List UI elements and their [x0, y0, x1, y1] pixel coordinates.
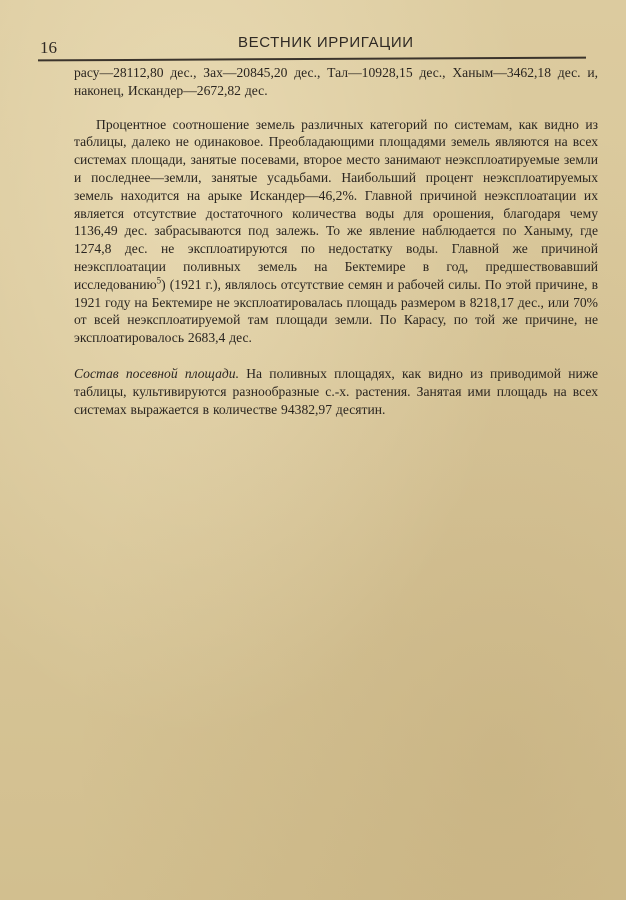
paragraph-land-categories — [74, 116, 598, 347]
footnote-mark: 5 — [156, 275, 162, 286]
paragraph-continuation: расу—28112,80 дес., Зах—20845,20 дес., Тал—10928,15 дес., Ханым—3462,18 дес. и, наконец, Искандер—2672,82 дес. — [74, 65, 598, 98]
body-text — [74, 64, 598, 418]
running-title: ВЕСТНИК ИРРИГАЦИИ — [238, 34, 414, 51]
section-heading: Состав посевной площади. — [74, 365, 239, 381]
page-number: 16 — [40, 38, 57, 57]
paragraph-text: На поливных площадях, как видно из приводимой ниже таблицы, культивируются разнообразные с.-х. растения. Занятая ими площадь на всех системах выражается в количестве 94382,97 десятин. — [74, 365, 598, 417]
header-rule — [38, 57, 586, 61]
page-header — [40, 34, 590, 56]
paragraph-text: Процентное соотношение земель различных категорий по системам, как видно из таблицы, далеко не одинаковое. Преобладающими площадями земель являются на всех системах площади, занятые посевами, второе место занимают неэксплоатируемые земли и последнее—земли, занятые усадьбами. Наибольший процент неэксплоатируемых земель находится на арыке Искандер—46,2%. Главной причиной неэксплоатации их является отсутствие достаточного количества воды для орошения, благодаря чему 1136,49 дес. забрасываются под залежь. То же явление наблюдается по Ханыму, где 1274,8 дес. не эксплоатируются по недостатку воды. Главной же причиной неэксплоатации поливных земель на Бектемире в год, предшествовавший исследованию — [74, 116, 598, 292]
paragraph-sown-area — [74, 365, 598, 418]
paragraph-text: ) (1921 г.), являлось отсутствие семян и рабочей силы. По этой причине, в 1921 году на Бектемире не эксплоатировалась площадь размером в 8218,17 дес., или 70% от всей неэксплоатируемой там площади земли. По Карасу, по той же причине, не эксплоатировалось 2683,4 дес. — [74, 276, 598, 346]
